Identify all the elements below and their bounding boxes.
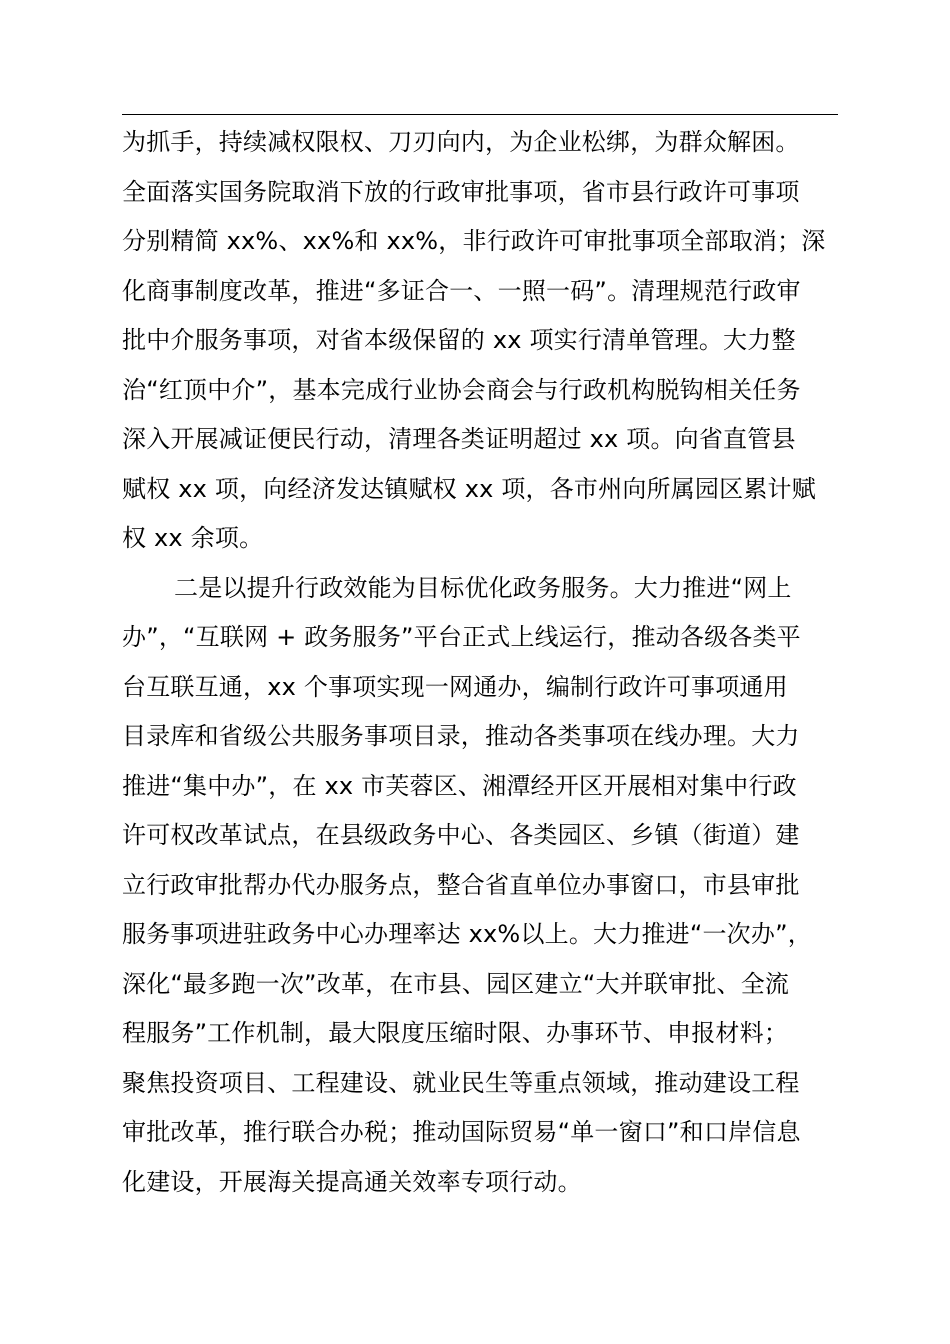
body-text [122, 118, 838, 1207]
text-line: 立行政审批帮办代办服务点，整合省直单位办事窗口，市县审批 [122, 870, 800, 899]
text-line: 推进“集中办”，在 xx 市芙蓉区、湘潭经开区开展相对集中行政 [122, 771, 797, 800]
text-line: 深入开展减证便民行动，清理各类证明超过 xx 项。向省直管县 [122, 425, 796, 453]
text-line: 许可权改革试点，在县级政务中心、各类园区、乡镇（街道）建 [122, 821, 800, 849]
text-line: 审批改革，推行联合办税；推动国际贸易“单一窗口”和口岸信息 [122, 1118, 801, 1146]
text-line: 目录库和省级公共服务事项目录，推动各类事项在线办理。大力 [122, 722, 800, 750]
text-line: 台互联互通，xx 个事项实现一网通办，编制行政许可事项通用 [122, 672, 788, 701]
text-line: 全面落实国务院取消下放的行政审批事项，省市县行政许可事项 [122, 177, 800, 206]
text-line: 程服务”工作机制，最大限度压缩时限、办事环节、申报材料； [122, 1019, 789, 1047]
header-rule [122, 114, 838, 115]
text-line: 分别精简 xx%、xx%和 xx%，非行政许可审批事项全部取消；深 [122, 227, 826, 255]
text-line-first: 二是以提升行政效能为目标优化政务服务。大力推进“网上 [174, 573, 792, 602]
text-line: 聚焦投资项目、工程建设、就业民生等重点领域，推动建设工程 [122, 1068, 800, 1097]
text-line: 深化“最多跑一次”改革，在市县、园区建立“大并联审批、全流 [122, 969, 790, 998]
paragraph-2 [122, 564, 838, 1208]
text-line: 化建设，开展海关提高通关效率专项行动。 [122, 1167, 582, 1196]
paragraph-1 [122, 118, 838, 564]
text-line: 批中介服务事项，对省本级保留的 xx 项实行清单管理。大力整 [122, 326, 796, 354]
text-line: 赋权 xx 项，向经济发达镇赋权 xx 项，各市州向所属园区累计赋 [122, 474, 816, 503]
text-line: 权 xx 余项。 [122, 524, 264, 552]
text-line: 化商事制度改革，推进“多证合一、一照一码”。清理规范行政审 [122, 276, 801, 305]
text-line: 办”，“互联网 + 政务服务”平台正式上线运行，推动各级各类平 [122, 623, 801, 651]
text-line: 为抓手，持续减权限权、刀刃向内，为企业松绑，为群众解困。 [122, 128, 800, 156]
text-line: 服务事项进驻政务中心办理率达 xx%以上。大力推进“一次办”， [122, 920, 812, 948]
text-line: 治“红顶中介”，基本完成行业协会商会与行政机构脱钩相关任务 [122, 375, 801, 404]
